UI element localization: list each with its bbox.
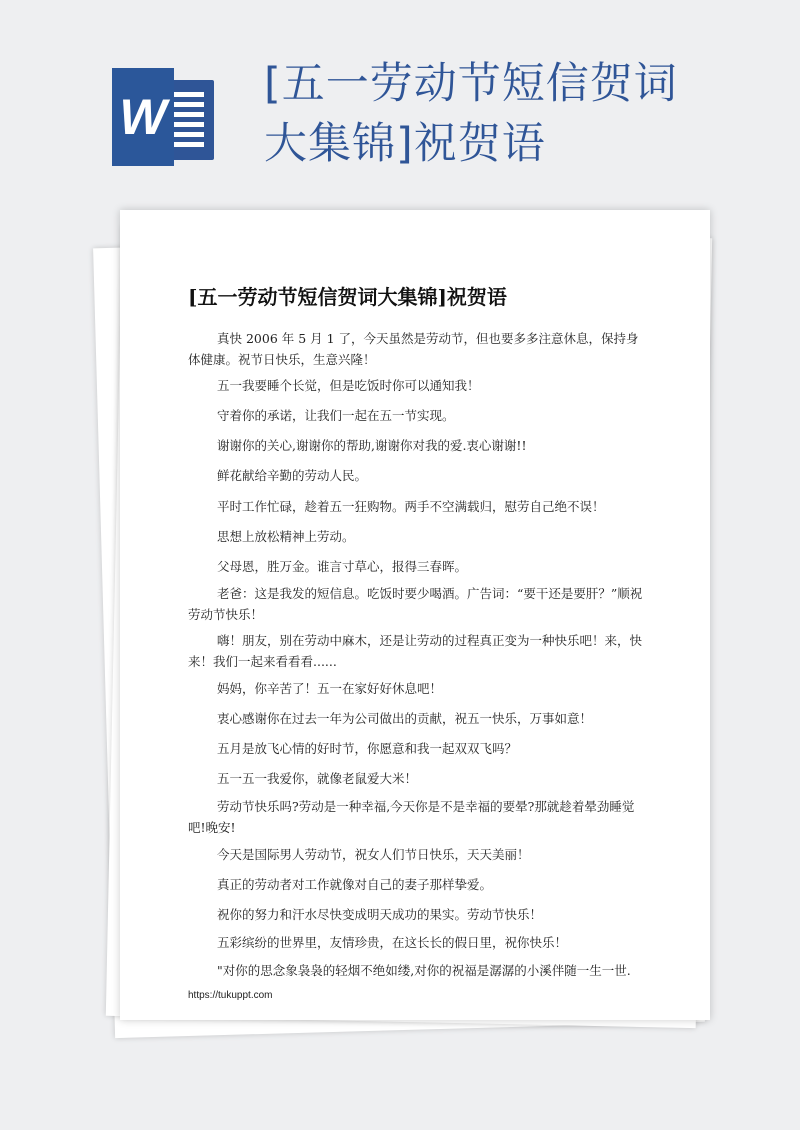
paragraph: 衷心感谢你在过去一年为公司做出的贡献，祝五一快乐，万事如意！ <box>217 711 593 726</box>
word-letter-badge: W <box>112 68 174 166</box>
paragraph: 守着你的承诺，让我们一起在五一节实现。 <box>217 408 455 423</box>
paragraph: 嗨！朋友，别在劳动中麻木，还是让劳动的过程真正变为一种快乐吧！来，快来！我们一起来看看看...... <box>188 633 643 669</box>
header-title: [五一劳动节短信贺词大集锦]祝贺语 <box>264 59 678 169</box>
paragraph: 老爸：这是我发的短信息。吃饭时要少喝酒。广告词：“要干还是要肝？”顺祝劳动节快乐！ <box>188 586 643 622</box>
paragraph: 劳动节快乐吗?劳动是一种幸福,今天你是不是幸福的要晕?那就趁着晕劲睡觉吧!晚安! <box>188 799 635 835</box>
paragraph: 父母恩，胜万金。谁言寸草心，报得三春晖。 <box>217 559 468 574</box>
paragraph: 五彩缤纷的世界里，友情珍贵，在这长长的假日里，祝你快乐！ <box>217 935 568 950</box>
paragraph: 平时工作忙碌，趁着五一狂购物。两手不空满载归，慰劳自己绝不误！ <box>217 499 605 514</box>
paragraph: 鲜花献给辛勤的劳动人民。 <box>217 468 368 483</box>
paragraph: 五月是放飞心情的好时节，你愿意和我一起双双飞吗？ <box>217 741 518 756</box>
paragraph: 五一我要睡个长觉，但是吃饭时你可以通知我！ <box>217 378 480 393</box>
document-title: [五一劳动节短信贺词大集锦]祝贺语 <box>188 285 507 309</box>
paragraph: 思想上放松精神上劳动。 <box>217 529 355 544</box>
paragraph: "对你的思念象袅袅的轻烟不绝如缕,对你的祝福是潺潺的小溪伴随一生一世. <box>217 963 631 978</box>
word-app-icon <box>112 68 214 166</box>
footer-url: https://tukuppt.com <box>188 990 273 1001</box>
paragraph: 五一五一我爱你，就像老鼠爱大米！ <box>217 771 418 786</box>
paragraph: 妈妈，你辛苦了！五一在家好好休息吧！ <box>217 681 443 696</box>
document-page <box>120 210 710 1020</box>
paragraph: 今天是国际男人劳动节，祝女人们节日快乐，天天美丽！ <box>217 847 530 862</box>
paragraph: 真正的劳动者对工作就像对自己的妻子那样挚爱。 <box>217 877 493 892</box>
paragraph: 真快 2006 年 5 月 1 了，今天虽然是劳动节，但也要多多注意休息，保持身体健康。祝节日快乐，生意兴隆！ <box>188 331 639 367</box>
paragraph: 谢谢你的关心,谢谢你的帮助,谢谢你对我的爱.衷心谢谢!! <box>217 438 527 453</box>
paragraph: 祝你的努力和汗水尽快变成明天成功的果实。劳动节快乐！ <box>217 907 543 922</box>
